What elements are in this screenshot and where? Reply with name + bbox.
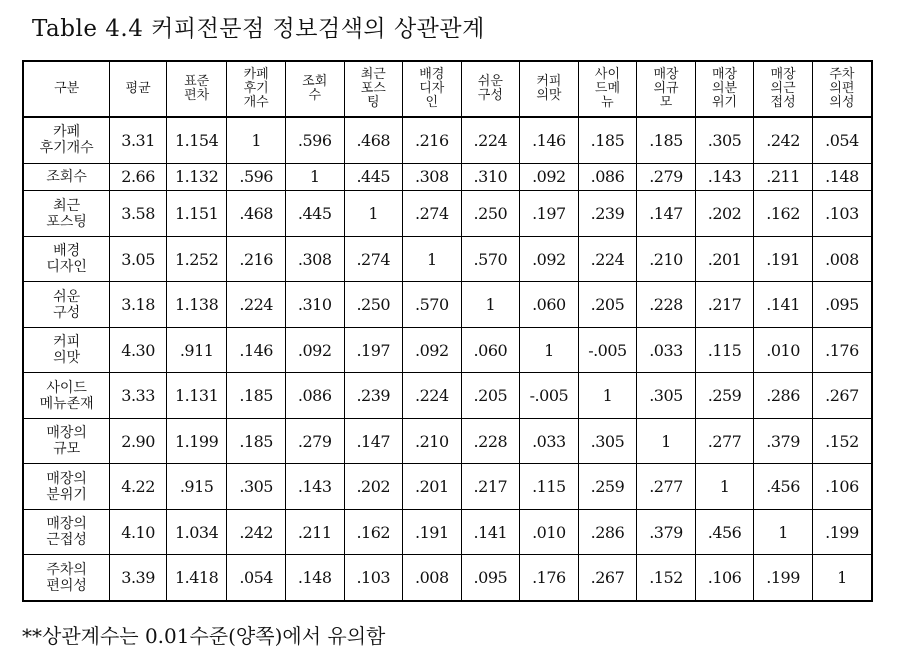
table-cell: .092 bbox=[520, 163, 579, 191]
table-cell: 1 bbox=[637, 418, 696, 464]
table-cell: 1 bbox=[578, 373, 637, 419]
table-cell: .185 bbox=[227, 373, 286, 419]
table-cell: 1 bbox=[812, 555, 872, 601]
table-cell: .224 bbox=[578, 236, 637, 282]
table-row bbox=[23, 464, 872, 510]
table-cell: 3.58 bbox=[110, 191, 167, 237]
column-header: 조회 수 bbox=[285, 61, 344, 117]
row-label: 매장의 근접성 bbox=[23, 509, 110, 555]
table-cell: 2.90 bbox=[110, 418, 167, 464]
table-cell: .148 bbox=[812, 163, 872, 191]
table-cell: .092 bbox=[285, 327, 344, 373]
table-cell: .310 bbox=[461, 163, 520, 191]
table-cell: .147 bbox=[344, 418, 403, 464]
table-cell: 1 bbox=[754, 509, 813, 555]
table-caption: Table 4.4 커피전문점 정보검색의 상관관계 bbox=[32, 16, 485, 42]
table-cell: .176 bbox=[520, 555, 579, 601]
table-cell: .152 bbox=[812, 418, 872, 464]
table-row bbox=[23, 117, 872, 163]
significance-note: **상관계수는 0.01수준(양쪽)에서 유의함 bbox=[22, 624, 386, 648]
table-cell: 1.154 bbox=[166, 117, 227, 163]
table-cell: .379 bbox=[637, 509, 696, 555]
table-cell: .054 bbox=[812, 117, 872, 163]
table-cell: .176 bbox=[812, 327, 872, 373]
table-cell: 1.138 bbox=[166, 282, 227, 328]
table-cell: 4.22 bbox=[110, 464, 167, 510]
column-header: 주차 의편 의성 bbox=[812, 61, 872, 117]
table-cell: .147 bbox=[637, 191, 696, 237]
row-label: 쉬운 구성 bbox=[23, 282, 110, 328]
table-cell: .305 bbox=[637, 373, 696, 419]
column-header: 쉬운 구성 bbox=[461, 61, 520, 117]
column-header: 매장 의근 접성 bbox=[754, 61, 813, 117]
table-cell: .277 bbox=[695, 418, 754, 464]
table-cell: 1 bbox=[461, 282, 520, 328]
table-cell: 1 bbox=[520, 327, 579, 373]
table-cell: .054 bbox=[227, 555, 286, 601]
table-cell: .197 bbox=[520, 191, 579, 237]
table-cell: 3.31 bbox=[110, 117, 167, 163]
table-cell: .191 bbox=[403, 509, 462, 555]
table-cell: .224 bbox=[403, 373, 462, 419]
table-cell: .570 bbox=[461, 236, 520, 282]
table-cell: .250 bbox=[344, 282, 403, 328]
table-row bbox=[23, 282, 872, 328]
table-cell: .086 bbox=[285, 373, 344, 419]
column-header: 평균 bbox=[110, 61, 167, 117]
table-cell: .279 bbox=[285, 418, 344, 464]
table-cell: 4.30 bbox=[110, 327, 167, 373]
table-cell: .202 bbox=[344, 464, 403, 510]
table-cell: 3.33 bbox=[110, 373, 167, 419]
table-cell: .242 bbox=[754, 117, 813, 163]
row-label: 최근 포스팅 bbox=[23, 191, 110, 237]
table-cell: .211 bbox=[285, 509, 344, 555]
correlation-table bbox=[22, 60, 873, 602]
table-cell: .008 bbox=[812, 236, 872, 282]
column-header: 카페 후기 개수 bbox=[227, 61, 286, 117]
table-cell: .033 bbox=[637, 327, 696, 373]
table-cell: .191 bbox=[754, 236, 813, 282]
table-cell: .274 bbox=[403, 191, 462, 237]
table-cell: .242 bbox=[227, 509, 286, 555]
table-cell: 1 bbox=[285, 163, 344, 191]
table-cell: .210 bbox=[637, 236, 696, 282]
table-row bbox=[23, 191, 872, 237]
column-header: 사이 드메 뉴 bbox=[578, 61, 637, 117]
table-cell: .228 bbox=[461, 418, 520, 464]
table-cell: .596 bbox=[227, 163, 286, 191]
table-cell: .201 bbox=[403, 464, 462, 510]
table-cell: .010 bbox=[754, 327, 813, 373]
table-cell: .152 bbox=[637, 555, 696, 601]
row-label: 카페 후기개수 bbox=[23, 117, 110, 163]
table-cell: .217 bbox=[461, 464, 520, 510]
table-cell: .915 bbox=[166, 464, 227, 510]
table-cell: .911 bbox=[166, 327, 227, 373]
table-row bbox=[23, 509, 872, 555]
column-header: 최근 포스 팅 bbox=[344, 61, 403, 117]
table-cell: .308 bbox=[403, 163, 462, 191]
table-cell: .202 bbox=[695, 191, 754, 237]
table-cell: .216 bbox=[227, 236, 286, 282]
table-header bbox=[23, 61, 872, 117]
table-cell: .095 bbox=[461, 555, 520, 601]
table-cell: .286 bbox=[754, 373, 813, 419]
table-cell: .305 bbox=[578, 418, 637, 464]
table-row bbox=[23, 236, 872, 282]
table-cell: .286 bbox=[578, 509, 637, 555]
table-row bbox=[23, 163, 872, 191]
table-cell: .185 bbox=[578, 117, 637, 163]
table-cell: 1.131 bbox=[166, 373, 227, 419]
table-cell: 2.66 bbox=[110, 163, 167, 191]
table-cell: 4.10 bbox=[110, 509, 167, 555]
table-cell: .456 bbox=[695, 509, 754, 555]
table-cell: .115 bbox=[695, 327, 754, 373]
table-cell: .216 bbox=[403, 117, 462, 163]
table-cell: .092 bbox=[520, 236, 579, 282]
row-label: 사이드 메뉴존재 bbox=[23, 373, 110, 419]
table-cell: .305 bbox=[227, 464, 286, 510]
table-cell: .092 bbox=[403, 327, 462, 373]
table-cell: .468 bbox=[227, 191, 286, 237]
row-label: 조회수 bbox=[23, 163, 110, 191]
table-cell: .259 bbox=[578, 464, 637, 510]
table-cell: 1.252 bbox=[166, 236, 227, 282]
table-cell: .143 bbox=[695, 163, 754, 191]
table-cell: .267 bbox=[812, 373, 872, 419]
table-cell: .217 bbox=[695, 282, 754, 328]
column-header: 매장 의규 모 bbox=[637, 61, 696, 117]
table-row bbox=[23, 373, 872, 419]
table-cell: .115 bbox=[520, 464, 579, 510]
table-cell: .239 bbox=[344, 373, 403, 419]
table-cell: .570 bbox=[403, 282, 462, 328]
table-cell: 1.418 bbox=[166, 555, 227, 601]
column-header: 매장 의분 위기 bbox=[695, 61, 754, 117]
table-cell: 1.132 bbox=[166, 163, 227, 191]
column-header: 표준 편차 bbox=[166, 61, 227, 117]
table-cell: .199 bbox=[754, 555, 813, 601]
table-cell: .197 bbox=[344, 327, 403, 373]
row-label: 커피 의맛 bbox=[23, 327, 110, 373]
table-cell: 1 bbox=[344, 191, 403, 237]
table-cell: 1.034 bbox=[166, 509, 227, 555]
table-cell: .199 bbox=[812, 509, 872, 555]
table-cell: .162 bbox=[754, 191, 813, 237]
table-cell: .279 bbox=[637, 163, 696, 191]
table-cell: .228 bbox=[637, 282, 696, 328]
table-cell: .141 bbox=[461, 509, 520, 555]
table-cell: -.005 bbox=[520, 373, 579, 419]
table-cell: .141 bbox=[754, 282, 813, 328]
table-cell: .010 bbox=[520, 509, 579, 555]
table-cell: .596 bbox=[285, 117, 344, 163]
column-header: 커피 의맛 bbox=[520, 61, 579, 117]
table-cell: .008 bbox=[403, 555, 462, 601]
row-label: 배경 디자인 bbox=[23, 236, 110, 282]
table-cell: .060 bbox=[461, 327, 520, 373]
table-body bbox=[23, 117, 872, 601]
table-cell: 3.05 bbox=[110, 236, 167, 282]
table-cell: .201 bbox=[695, 236, 754, 282]
table-cell: .305 bbox=[695, 117, 754, 163]
row-label: 매장의 분위기 bbox=[23, 464, 110, 510]
table-cell: .185 bbox=[637, 117, 696, 163]
table-cell: .211 bbox=[754, 163, 813, 191]
table-cell: .239 bbox=[578, 191, 637, 237]
table-cell: .103 bbox=[344, 555, 403, 601]
table-cell: .379 bbox=[754, 418, 813, 464]
table-cell: .310 bbox=[285, 282, 344, 328]
table-cell: .086 bbox=[578, 163, 637, 191]
table-cell: 1.199 bbox=[166, 418, 227, 464]
table-cell: .143 bbox=[285, 464, 344, 510]
table-row bbox=[23, 327, 872, 373]
table-cell: .033 bbox=[520, 418, 579, 464]
table-cell: .106 bbox=[812, 464, 872, 510]
table-cell: 1.151 bbox=[166, 191, 227, 237]
table-cell: .146 bbox=[227, 327, 286, 373]
table-cell: .274 bbox=[344, 236, 403, 282]
table-cell: .060 bbox=[520, 282, 579, 328]
table-cell: .468 bbox=[344, 117, 403, 163]
table-cell: .103 bbox=[812, 191, 872, 237]
table-cell: 1 bbox=[227, 117, 286, 163]
table-cell: .095 bbox=[812, 282, 872, 328]
table-cell: .210 bbox=[403, 418, 462, 464]
table-cell: .456 bbox=[754, 464, 813, 510]
table-row bbox=[23, 555, 872, 601]
table-cell: .308 bbox=[285, 236, 344, 282]
table-cell: .205 bbox=[461, 373, 520, 419]
table-cell: .106 bbox=[695, 555, 754, 601]
row-label: 주차의 편의성 bbox=[23, 555, 110, 601]
table-cell: 1 bbox=[403, 236, 462, 282]
table-row bbox=[23, 418, 872, 464]
table-cell: .205 bbox=[578, 282, 637, 328]
table-cell: .224 bbox=[461, 117, 520, 163]
table-cell: .185 bbox=[227, 418, 286, 464]
row-label: 매장의 규모 bbox=[23, 418, 110, 464]
table-cell: 1 bbox=[695, 464, 754, 510]
table-cell: .146 bbox=[520, 117, 579, 163]
column-header: 배경 디자 인 bbox=[403, 61, 462, 117]
table-cell: .148 bbox=[285, 555, 344, 601]
table-cell: 3.39 bbox=[110, 555, 167, 601]
table-cell: .277 bbox=[637, 464, 696, 510]
table-cell: 3.18 bbox=[110, 282, 167, 328]
table-cell: .267 bbox=[578, 555, 637, 601]
table-cell: .445 bbox=[344, 163, 403, 191]
table-cell: .224 bbox=[227, 282, 286, 328]
table-cell: .259 bbox=[695, 373, 754, 419]
table-cell: .250 bbox=[461, 191, 520, 237]
table-cell: .162 bbox=[344, 509, 403, 555]
table-cell: .445 bbox=[285, 191, 344, 237]
column-header: 구분 bbox=[23, 61, 110, 117]
table-cell: -.005 bbox=[578, 327, 637, 373]
header-row bbox=[23, 61, 872, 117]
